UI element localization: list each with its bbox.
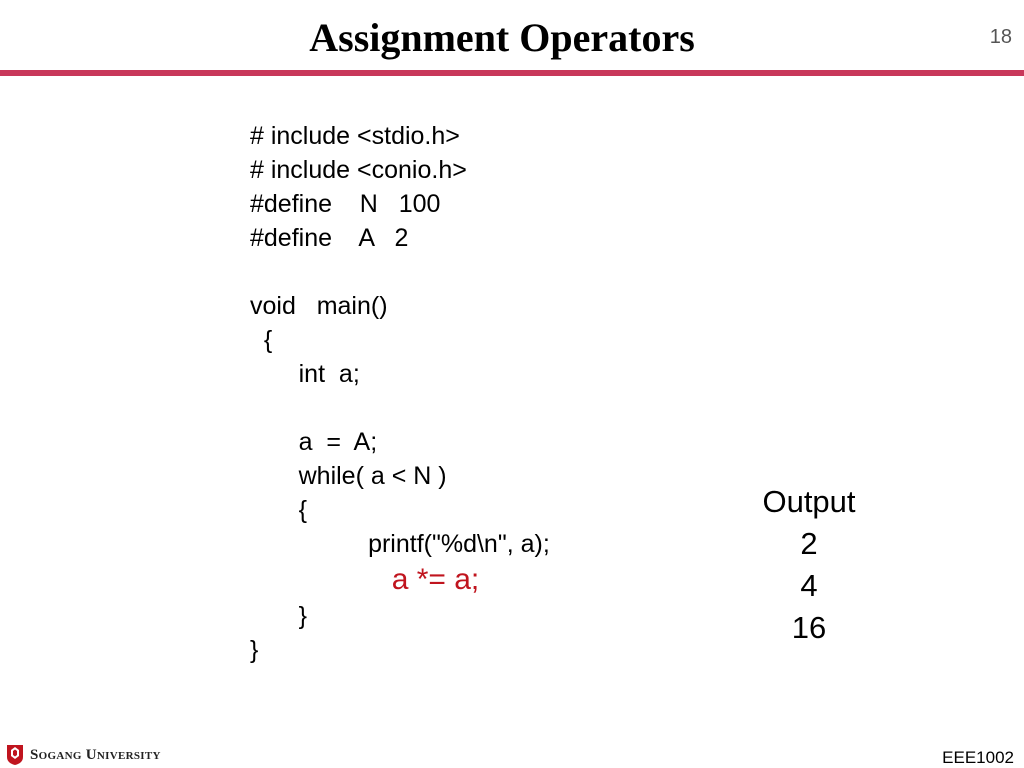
course-code: EEE1002	[942, 748, 1014, 767]
code-line: printf("%d\n", a);	[250, 530, 550, 558]
code-line	[250, 255, 550, 289]
output-panel	[746, 481, 872, 649]
title-divider	[0, 70, 1024, 76]
output-value: 4	[800, 568, 818, 603]
output-value: 16	[791, 610, 827, 645]
code-line: {	[250, 326, 273, 354]
code-line-highlighted: a *= a;	[250, 563, 480, 596]
code-line: while( a < N )	[250, 462, 447, 490]
code-line: # include <conio.h>	[250, 156, 467, 184]
code-line: #define A 2	[250, 224, 409, 252]
code-line: #define N 100	[250, 190, 441, 218]
code-line	[250, 391, 550, 425]
code-line: int a;	[250, 360, 360, 388]
university-name: Sogang University	[30, 746, 161, 763]
slide-title: Assignment Operators	[309, 15, 695, 60]
code-line: void main()	[250, 292, 388, 320]
code-line: }	[250, 602, 307, 630]
sogang-emblem-icon	[6, 744, 24, 766]
code-line: # include <stdio.h>	[250, 122, 460, 150]
output-label: Output	[762, 484, 856, 519]
output-value: 2	[800, 526, 818, 561]
code-line: {	[250, 496, 307, 524]
page-number: 18	[989, 26, 1012, 48]
university-logo	[6, 742, 161, 768]
code-block	[250, 119, 550, 667]
code-line: }	[250, 636, 259, 664]
code-line: a = A;	[250, 428, 378, 456]
